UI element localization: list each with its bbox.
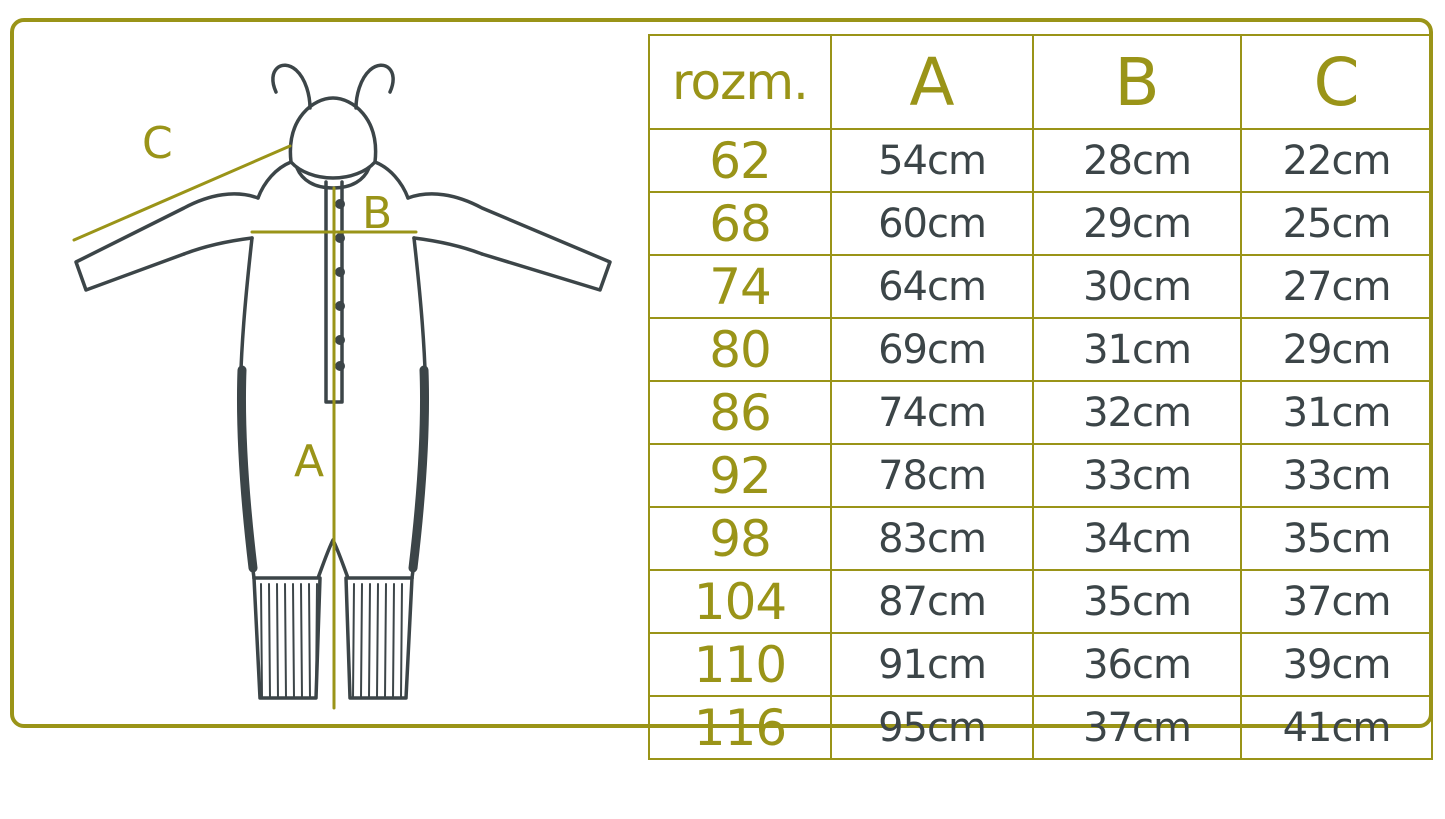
cell-b: 29cm (1033, 192, 1241, 255)
cell-b: 28cm (1033, 129, 1241, 192)
column-header-c: C (1241, 35, 1432, 129)
cell-c: 31cm (1241, 381, 1432, 444)
table-row (649, 129, 1432, 192)
measure-label-c: C (142, 118, 173, 169)
cell-c: 35cm (1241, 507, 1432, 570)
cell-size: 116 (649, 696, 831, 759)
cell-b: 33cm (1033, 444, 1241, 507)
garment-illustration (14, 22, 648, 724)
table-row (649, 255, 1432, 318)
cell-size: 68 (649, 192, 831, 255)
cell-a: 87cm (831, 570, 1033, 633)
table-row (649, 444, 1432, 507)
cell-size: 62 (649, 129, 831, 192)
cell-size: 80 (649, 318, 831, 381)
table-row (649, 507, 1432, 570)
cell-size: 74 (649, 255, 831, 318)
cell-size: 104 (649, 570, 831, 633)
cell-a: 54cm (831, 129, 1033, 192)
table-row (649, 192, 1432, 255)
cell-size: 86 (649, 381, 831, 444)
cell-c: 41cm (1241, 696, 1432, 759)
cell-c: 22cm (1241, 129, 1432, 192)
cell-size: 92 (649, 444, 831, 507)
size-table-pane (648, 24, 1433, 757)
cell-size: 98 (649, 507, 831, 570)
table-header-row (649, 35, 1432, 129)
column-header-size: rozm. (649, 35, 831, 129)
table-row (649, 570, 1432, 633)
cell-a: 60cm (831, 192, 1033, 255)
cell-a: 78cm (831, 444, 1033, 507)
cell-c: 37cm (1241, 570, 1432, 633)
cell-a: 95cm (831, 696, 1033, 759)
cell-b: 36cm (1033, 633, 1241, 696)
cell-a: 69cm (831, 318, 1033, 381)
cell-a: 83cm (831, 507, 1033, 570)
cell-c: 33cm (1241, 444, 1432, 507)
cell-c: 25cm (1241, 192, 1432, 255)
cell-b: 31cm (1033, 318, 1241, 381)
size-chart-card (10, 18, 1433, 757)
cell-b: 32cm (1033, 381, 1241, 444)
cell-b: 34cm (1033, 507, 1241, 570)
cell-a: 64cm (831, 255, 1033, 318)
cell-size: 110 (649, 633, 831, 696)
cell-b: 37cm (1033, 696, 1241, 759)
cell-a: 74cm (831, 381, 1033, 444)
cell-c: 27cm (1241, 255, 1432, 318)
cell-c: 29cm (1241, 318, 1432, 381)
measure-label-a: A (294, 436, 325, 487)
column-header-a: A (831, 35, 1033, 129)
cell-c: 39cm (1241, 633, 1432, 696)
table-row (649, 633, 1432, 696)
measure-label-b: B (362, 188, 393, 239)
size-table (648, 34, 1433, 760)
romper-outline-icon (14, 22, 648, 724)
column-header-b: B (1033, 35, 1241, 129)
table-row (649, 696, 1432, 759)
cell-a: 91cm (831, 633, 1033, 696)
cell-b: 35cm (1033, 570, 1241, 633)
cell-b: 30cm (1033, 255, 1241, 318)
table-row (649, 318, 1432, 381)
table-row (649, 381, 1432, 444)
